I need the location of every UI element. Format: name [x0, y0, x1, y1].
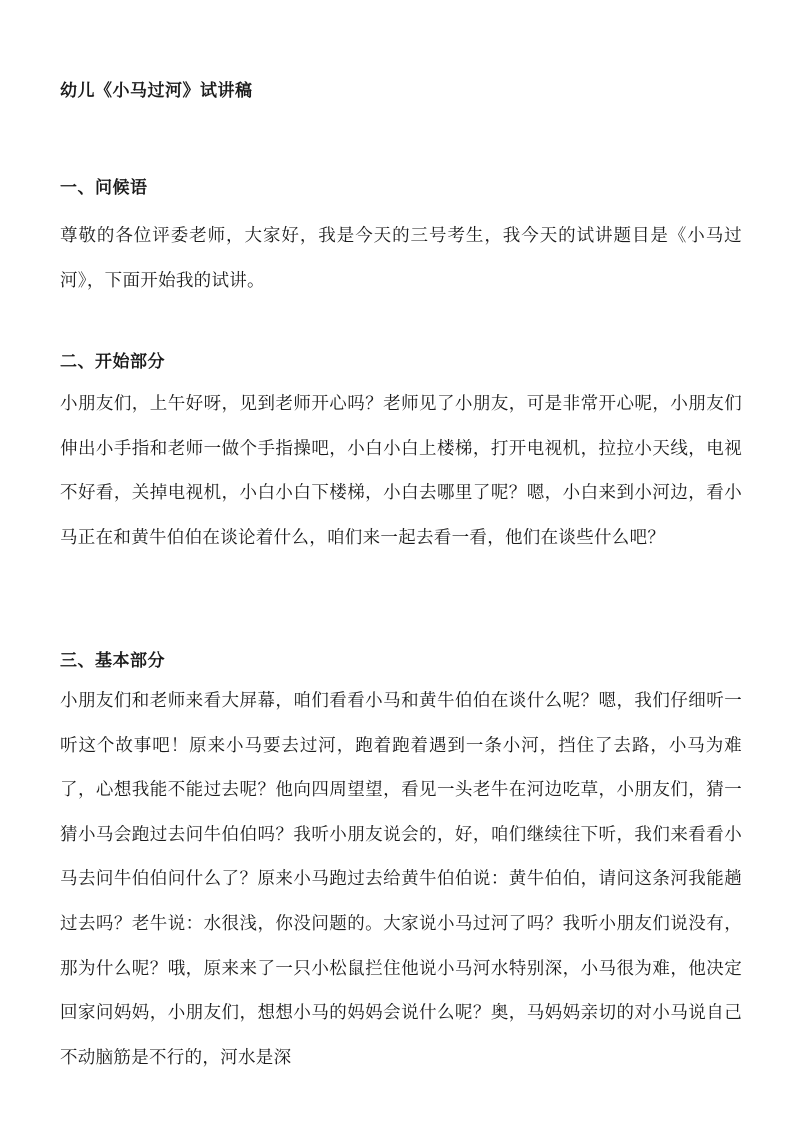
- section-body-opening: 小朋友们，上午好呀，见到老师开心吗？老师见了小朋友，可是非常开心呢，小朋友们伸出小手指和老师一做个手指操吧，小白小白上楼梯，打开电视机，拉拉小天线，电视不好看，关掉电视机，小白小白下楼梯，小白去哪里了呢？嗯，小白来到小河边，看小马正在和黄牛伯伯在谈论着什么，咱们来一起去看一看，他们在谈些什么吧？: [60, 394, 742, 548]
- section-body-main: 小朋友们和老师来看大屏幕，咱们看看小马和黄牛伯伯在谈什么呢？嗯，我们仔细听一听这个故事吧！原来小马要去过河，跑着跑着遇到一条小河，挡住了去路，小马为难了，心想我能不能过去呢？他向四周望望，看见一头老牛在河边吃草，小朋友们，猜一猜小马会跑过去问牛伯伯吗？我听小朋友说会的，好，咱们继续往下听，我们来看看小马去问牛伯伯问什么了？原来小马跑过去给黄牛伯伯说：黄牛伯伯，请问这条河我能趟过去吗？老牛说：水很浅，你没问题的。大家说小马过河了吗？我听小朋友们说没有，那为什么呢？哦，原来来了一只小松鼠拦住他说小马河水特别深，小马很为难，他决定回家问妈妈，小朋友们，想想小马的妈妈会说什么呢？奥，马妈妈亲切的对小马说自己不动脑筋是不行的，河水是深: [60, 691, 742, 1068]
- section-heading-main: 三、基本部分: [60, 651, 165, 671]
- document-title: 幼儿《小马过河》试讲稿: [60, 81, 253, 101]
- section-body-greeting: 尊敬的各位评委老师，大家好，我是今天的三号考生，我今天的试讲题目是《小马过河》，下面开始我的试讲。: [60, 226, 742, 291]
- section-heading-opening: 二、开始部分: [60, 352, 165, 372]
- section-heading-greeting: 一、问候语: [60, 178, 148, 198]
